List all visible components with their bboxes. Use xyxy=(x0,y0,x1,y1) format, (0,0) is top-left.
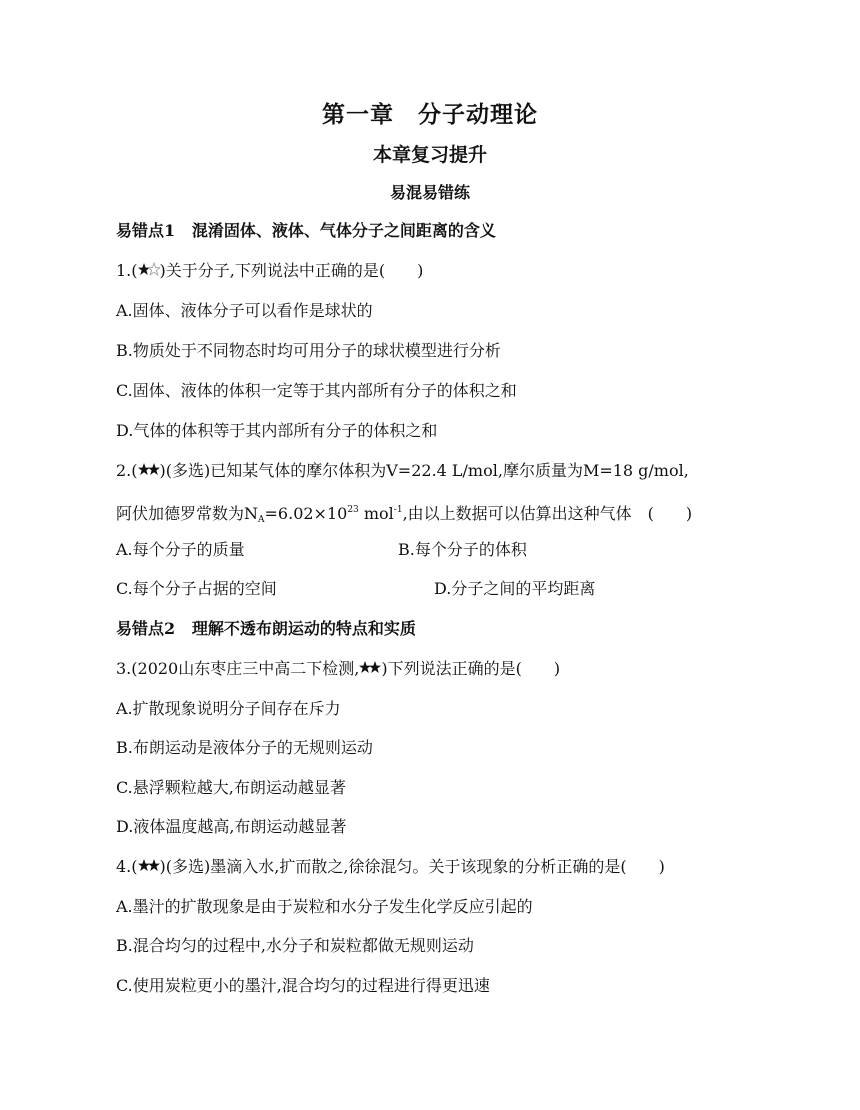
subscript: A xyxy=(258,515,265,525)
question-number: 1.( xyxy=(116,261,138,280)
question-text: )关于分子,下列说法中正确的是( ) xyxy=(159,261,424,280)
error-point-label: 易错点1 xyxy=(116,221,176,240)
error-point-label: 易错点2 xyxy=(116,619,176,638)
section-heading: 易混易错练 xyxy=(389,183,470,202)
q3-option-a: A.扩散现象说明分子间存在斥力 xyxy=(116,699,341,718)
chapter-title: 第一章 分子动理论 xyxy=(322,101,538,128)
question-2-stem-line1 xyxy=(116,459,689,483)
error-point-text: 混淆固体、液体、气体分子之间距离的含义 xyxy=(191,221,496,240)
two-star-icon xyxy=(138,858,160,874)
q1-option-c: C.固体、液体的体积一定等于其内部所有分子的体积之和 xyxy=(116,381,517,400)
superscript: 23 xyxy=(347,505,359,515)
q2-text-part: ,由以上数据可以估算出这种气体 ( ) xyxy=(402,504,693,523)
error-point-text: 理解不透布朗运动的特点和实质 xyxy=(191,619,416,638)
q4-option-c: C.使用炭粒更小的墨汁,混合均匀的过程进行得更迅速 xyxy=(116,976,490,995)
q3-option-d: D.液体温度越高,布朗运动越显著 xyxy=(116,817,347,836)
superscript: -1 xyxy=(393,505,403,515)
q2-option-b: B.每个分子的体积 xyxy=(398,540,527,559)
question-number: 3.(2020山东枣庄三中高二下检测, xyxy=(116,659,360,678)
q1-option-b: B.物质处于不同物态时均可用分子的球状模型进行分析 xyxy=(116,341,501,360)
q2-text-part: mol xyxy=(358,504,394,523)
question-text: )(多选)墨滴入水,扩而散之,徐徐混匀。关于该现象的分析正确的是( ) xyxy=(159,857,665,876)
question-number: 2.( xyxy=(116,461,138,480)
error-point-2-heading xyxy=(116,617,416,641)
q4-option-b: B.混合均匀的过程中,水分子和炭粒都做无规则运动 xyxy=(116,936,474,955)
question-3-stem xyxy=(116,657,560,681)
q1-option-d: D.气体的体积等于其内部所有分子的体积之和 xyxy=(116,421,438,440)
q2-option-a: A.每个分子的质量 xyxy=(116,540,245,559)
q1-option-a: A.固体、液体分子可以看作是球状的 xyxy=(116,301,373,320)
question-2-stem-line2 xyxy=(116,498,692,532)
q2-text-part: 阿伏加德罗常数为N xyxy=(116,504,259,523)
question-text: )下列说法正确的是( ) xyxy=(381,659,561,678)
two-star-icon xyxy=(359,660,381,676)
q2-option-c: C.每个分子占据的空间 xyxy=(116,579,277,598)
q2-option-d: D.分子之间的平均距离 xyxy=(434,579,596,598)
question-number: 4.( xyxy=(116,857,138,876)
one-star-icon xyxy=(138,262,160,278)
q3-option-b: B.布朗运动是液体分子的无规则运动 xyxy=(116,738,373,757)
question-text: )(多选)已知某气体的摩尔体积为V=22.4 L/mol,摩尔质量为M=18 g/mol, xyxy=(159,461,689,480)
q4-option-a: A.墨汁的扩散现象是由于炭粒和水分子发生化学反应引起的 xyxy=(116,897,533,916)
chapter-subtitle: 本章复习提升 xyxy=(372,144,487,166)
question-1-stem xyxy=(116,259,423,283)
two-star-icon xyxy=(138,462,160,478)
question-4-stem xyxy=(116,855,665,879)
q2-text-part: =6.02×10 xyxy=(264,504,348,523)
error-point-1-heading xyxy=(116,219,496,243)
q3-option-c: C.悬浮颗粒越大,布朗运动越显著 xyxy=(116,778,346,797)
